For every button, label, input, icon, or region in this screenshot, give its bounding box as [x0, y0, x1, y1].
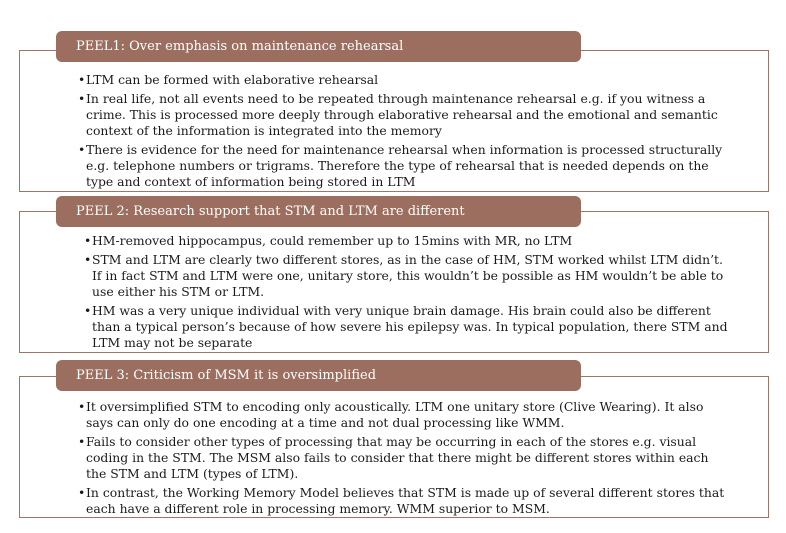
bullet: •: [78, 72, 86, 87]
peel3-header: PEEL 3: Criticism of MSM it is oversimplified: [56, 360, 581, 391]
bullet: •: [78, 433, 86, 449]
point-text: Fails to consider other types of processing that may be occurring in each of the stores e.g. visual coding in the STM. The MSM also fails to consider that there might be different stores within each the STM and LTM (types of LTM).: [86, 433, 709, 482]
point-text: In real life, not all events need to be repeated through maintenance rehearsal e.g. if you witness a crime. This is processed more deeply through elaborative rehearsal and the emotional and semantic context of the information is integrated into the memory: [86, 90, 718, 139]
list-item: [84, 252, 729, 301]
peel3-points: [78, 399, 728, 520]
bullet: •: [78, 90, 86, 106]
point-text: HM was a very unique individual with very unique brain damage. His brain could also be different than a typical person’s because of how severe his epilepsy was. In typical population, there STM and LTM may not be separate: [92, 302, 728, 351]
point-text: STM and LTM are clearly two different stores, as in the case of HM, STM worked whilst LTM didn’t. If in fact STM and LTM were one, unitary store, this wouldn’t be possible as HM wouldn’t be able to use either his STM or LTM.: [92, 251, 724, 300]
list-item: [78, 91, 728, 140]
point-text: HM-removed hippocampus, could remember up to 15mins with MR, no LTM: [92, 233, 573, 248]
list-item: [78, 142, 728, 191]
list-item: [78, 434, 728, 483]
point-text: There is evidence for the need for maintenance rehearsal when information is processed structurally e.g. telephone numbers or trigrams. Therefore the type of rehearsal that is needed depends on the type and context of information being stored in LTM: [86, 141, 723, 190]
point-text: LTM can be formed with elaborative rehearsal: [86, 72, 379, 87]
list-item: [84, 233, 729, 249]
point-text: It oversimplified STM to encoding only acoustically. LTM one unitary store (Clive Wearing). It also says can only do one encoding at a time and not dual processing like WMM.: [86, 399, 704, 431]
peel1-points: [78, 72, 728, 193]
peel1-header: PEEL1: Over emphasis on maintenance rehearsal: [56, 31, 581, 62]
bullet: •: [84, 302, 92, 318]
list-item: [78, 485, 728, 517]
list-item: [84, 303, 729, 352]
bullet: •: [84, 251, 92, 267]
bullet: •: [78, 141, 86, 157]
peel2-points: [84, 233, 729, 354]
bullet: •: [78, 399, 86, 414]
list-item: [78, 399, 728, 431]
bullet: •: [84, 233, 92, 248]
peel2-header: PEEL 2: Research support that STM and LTM are different: [56, 196, 581, 227]
list-item: [78, 72, 728, 88]
bullet: •: [78, 485, 86, 501]
point-text: In contrast, the Working Memory Model believes that STM is made up of several different stores that each have a different role in processing memory. WMM superior to MSM.: [86, 485, 725, 517]
